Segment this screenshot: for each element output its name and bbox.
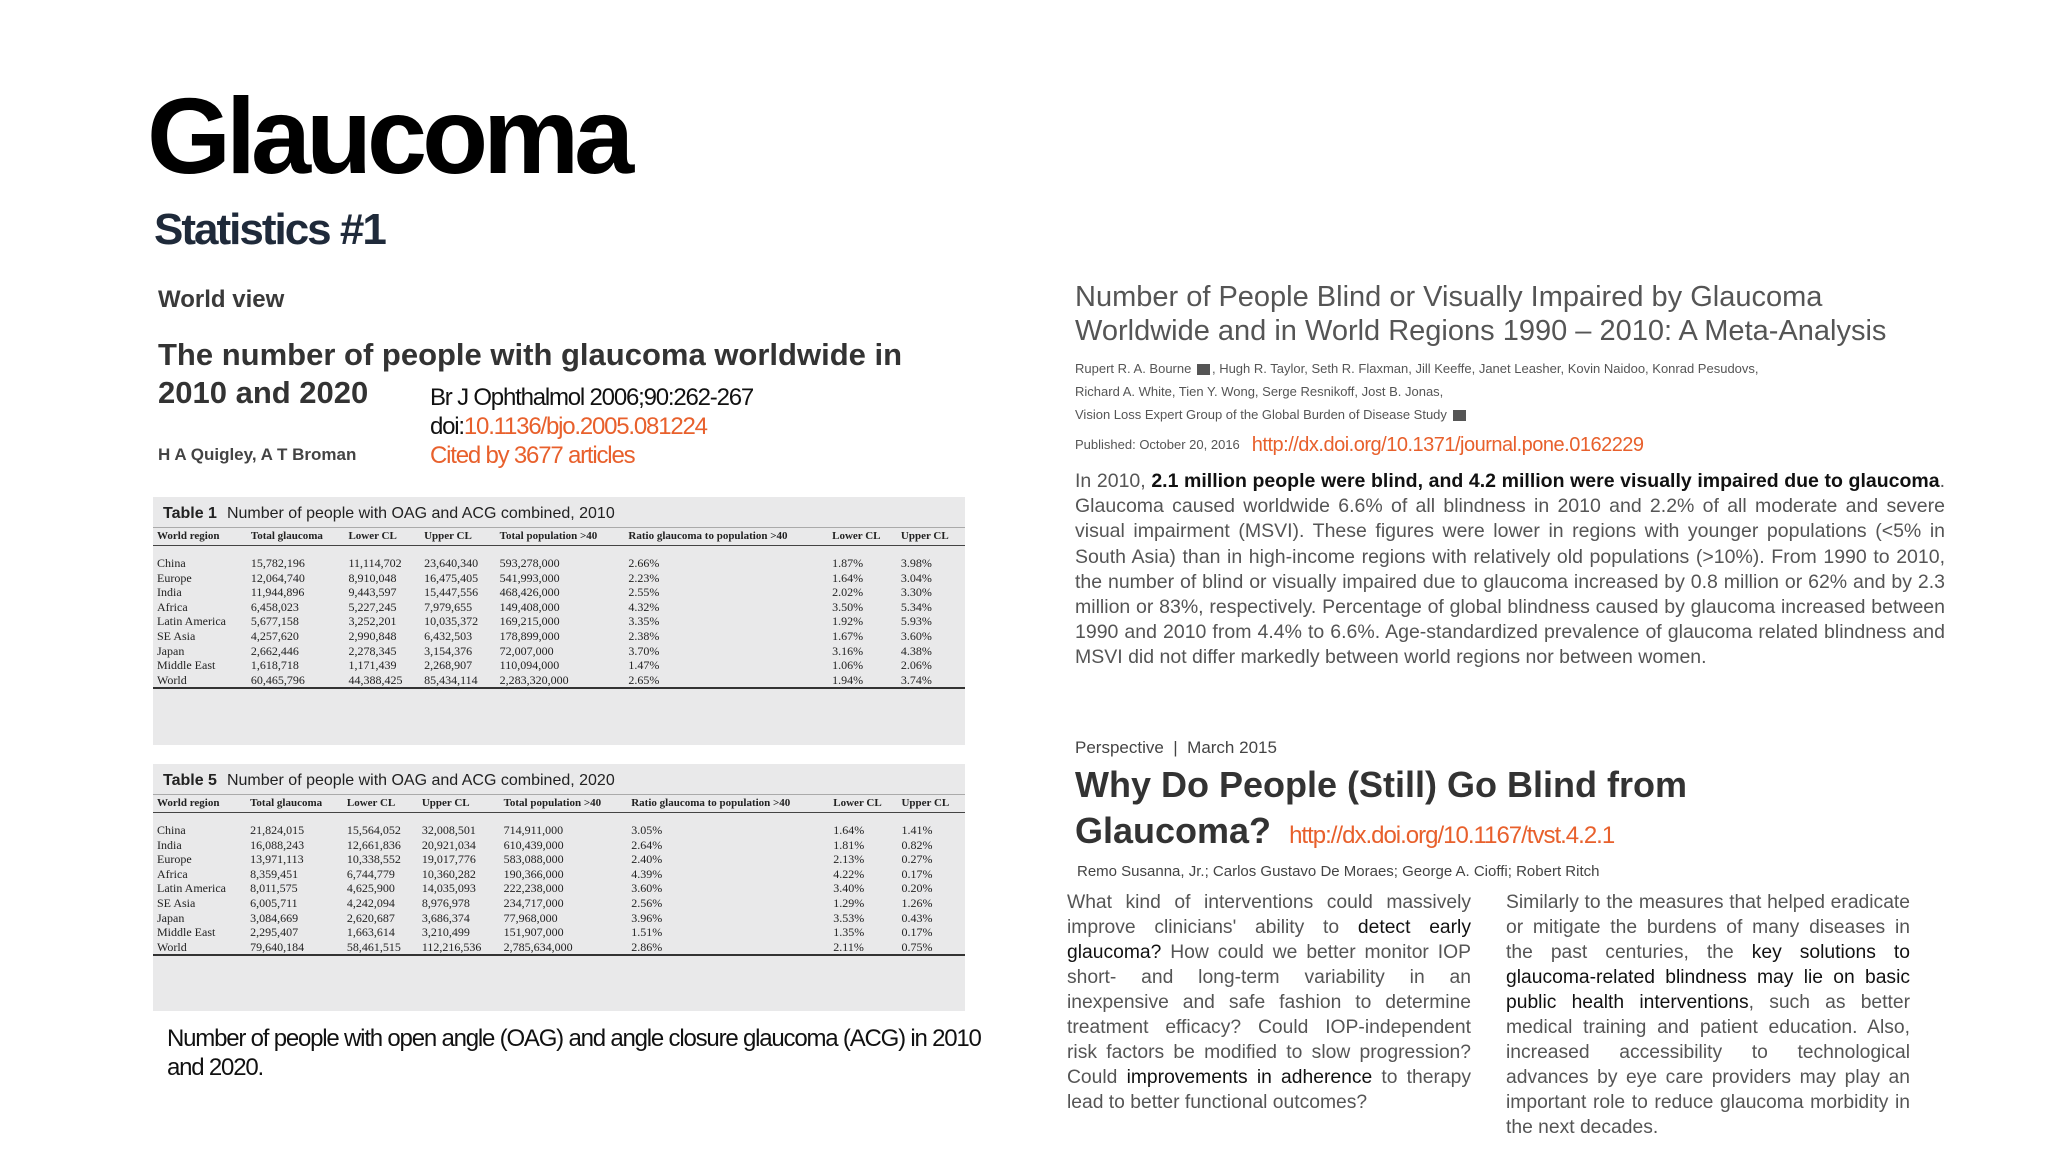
column-header: Lower CL	[343, 795, 418, 813]
column-header: Upper CL	[897, 795, 965, 813]
table-cell: 9,443,597	[348, 585, 397, 600]
table-row	[153, 546, 965, 571]
table-cell: 16,475,405	[424, 570, 479, 585]
title-line-1: Why Do People (Still) Go Blind from	[1075, 764, 1687, 805]
table-cell: 2.40%	[631, 852, 663, 867]
column-header: Upper CL	[418, 795, 500, 813]
table-cell: 1.29%	[833, 895, 865, 910]
column-header: World region	[153, 795, 246, 813]
table-cell: 77,968,000	[503, 910, 558, 925]
text-run: Similarly to the measures that helped eradicate or mitigate the burdens of many diseases in the past centuries, the	[1506, 892, 1910, 963]
table-cell: 0.82%	[901, 837, 933, 852]
article-authors: H A Quigley, A T Broman	[158, 445, 357, 464]
table-cell: 2.23%	[628, 570, 660, 585]
text-highlight: key solutions to glaucoma-related blindness may lie on basic public health interventions	[1506, 942, 1910, 1013]
table-cell: SE Asia	[157, 895, 196, 910]
column-header: Upper CL	[897, 528, 965, 546]
table-cell: 2,268,907	[424, 658, 473, 673]
table-cell: 2.13%	[833, 852, 865, 867]
table-cell: 149,408,000	[499, 599, 560, 614]
column-header: Total glaucoma	[247, 528, 345, 546]
info-icon	[1453, 410, 1466, 421]
table-cell: 151,907,000	[503, 925, 564, 940]
table-cell: 6,458,023	[250, 599, 299, 614]
citation-block	[430, 383, 753, 470]
table-cell: 1.06%	[832, 658, 864, 673]
table-row	[153, 600, 965, 615]
table-row	[153, 614, 965, 629]
table-cell: 19,017,776	[421, 852, 476, 867]
table-row	[153, 673, 965, 689]
table-2010	[153, 497, 965, 745]
table-cell: 0.43%	[901, 910, 933, 925]
table-cell: 2,620,687	[346, 910, 395, 925]
table-cell: China	[157, 556, 186, 570]
text-run: What kind of interventions could massively improve clinicians' ability to	[1067, 892, 1471, 938]
table-cell: 2.64%	[631, 837, 663, 852]
table-cell: 11,114,702	[348, 556, 402, 570]
table-row	[153, 813, 965, 838]
table-cell: Middle East	[157, 658, 216, 673]
column-header: World region	[153, 528, 247, 546]
table-cell: Africa	[157, 866, 188, 881]
table-cell: 3.70%	[628, 643, 660, 658]
table-cell: Europe	[157, 570, 192, 585]
table-cell: 0.17%	[901, 925, 933, 940]
text-run: How could we better monitor IOP short- and long-term variability in an inexpensive and safe fashion to determine treatment efficacy? Could IOP-independent risk factors be modified to slow progression? Could	[1067, 942, 1471, 1088]
table-cell: 20,921,034	[421, 837, 476, 852]
table-cell: Latin America	[157, 881, 226, 896]
table-label: Table 5	[163, 772, 217, 789]
table-cell: Europe	[157, 852, 192, 867]
table-cell: 3.16%	[832, 643, 864, 658]
table-cell: 1.64%	[833, 823, 865, 837]
perspective-line	[1075, 738, 1975, 758]
table-cell: 190,366,000	[503, 866, 564, 881]
table-cell: 2.86%	[627, 940, 829, 956]
column-header: Total population >40	[500, 795, 628, 813]
table-cell: 2.02%	[832, 585, 864, 600]
text-highlight: improvements in adherence	[1126, 1067, 1373, 1088]
plos-abstract	[1075, 469, 1945, 671]
table-cell: World	[153, 940, 246, 956]
table-cell: 0.75%	[897, 940, 965, 956]
table-cell: 3.60%	[900, 628, 932, 643]
column-header: Lower CL	[829, 795, 897, 813]
plos-article	[1075, 280, 1945, 671]
table-cell: 3.40%	[833, 881, 865, 896]
table-cell: 1.87%	[832, 556, 864, 570]
plos-doi-link[interactable]: http://dx.doi.org/10.1371/journal.pone.0162229	[1251, 434, 1644, 456]
table-row	[153, 585, 965, 600]
section-label: Perspective	[1075, 738, 1164, 757]
tvst-authors: Remo Susanna, Jr.; Carlos Gustavo De Moraes; George A. Cioffi; Robert Ritch	[1077, 863, 1600, 880]
table-cell: 234,717,000	[503, 895, 564, 910]
table-cell: 1.35%	[833, 925, 865, 940]
table-cell: 8,910,048	[348, 570, 397, 585]
table-cell: 4,242,094	[346, 895, 395, 910]
table-cell: 4.39%	[631, 866, 663, 881]
table-cell: 2.38%	[628, 628, 660, 643]
table-cell: 10,338,552	[346, 852, 401, 867]
table-cell: 178,899,000	[499, 628, 560, 643]
table-cell: 3,084,669	[250, 910, 299, 925]
tvst-title	[1075, 762, 1975, 859]
text-highlight: detect early glaucoma?	[1067, 917, 1471, 963]
table-cell: Africa	[157, 599, 188, 614]
table-cell: 85,434,114	[420, 673, 496, 689]
doi-prefix: doi:	[430, 413, 464, 440]
table-row	[153, 658, 965, 673]
table-cell: 6,005,711	[250, 895, 298, 910]
table-cell: 1.41%	[901, 823, 933, 837]
table-row	[153, 940, 965, 956]
table-cell: 3.60%	[631, 881, 663, 896]
table-cell: 1,171,439	[348, 658, 397, 673]
table-row	[153, 881, 965, 896]
table-row	[153, 896, 965, 911]
table-cell: 1.64%	[832, 570, 864, 585]
table-cell: 4.22%	[833, 866, 865, 881]
table-header-row	[153, 795, 965, 813]
table-cell: 16,088,243	[250, 837, 305, 852]
table-cell: 583,088,000	[503, 852, 564, 867]
table-cell: 1.26%	[901, 895, 933, 910]
column-header: Total population >40	[496, 528, 625, 546]
table-cell: 12,661,836	[346, 837, 401, 852]
table-cell: 3.05%	[631, 823, 663, 837]
table-row	[153, 838, 965, 853]
table-cell: Japan	[157, 643, 185, 658]
column-header: Upper CL	[420, 528, 496, 546]
slide-subtitle: Statistics #1	[154, 205, 385, 254]
table-row	[153, 911, 965, 926]
table-2020	[153, 764, 965, 1011]
table-cell: SE Asia	[157, 628, 196, 643]
authors-line-1	[1075, 357, 1945, 380]
table-cell: 110,094,000	[499, 658, 560, 673]
table-cell: 0.17%	[901, 866, 933, 881]
title-line-2: Glaucoma?	[1075, 810, 1272, 851]
table-cell: 8,011,575	[250, 881, 298, 896]
table-cell: 1,663,614	[346, 925, 395, 940]
table-cell: 10,035,372	[424, 614, 479, 629]
table-header-row	[153, 528, 965, 546]
table-cell: 1.67%	[832, 628, 864, 643]
table-cell: 7,979,655	[424, 599, 473, 614]
column-header: Ratio glaucoma to population >40	[624, 528, 828, 546]
table-cell: 3.96%	[631, 910, 663, 925]
authors-line-3	[1075, 403, 1945, 426]
table-cell: 714,911,000	[503, 823, 564, 837]
table-cell: 2.55%	[628, 585, 660, 600]
text-column-left	[1067, 890, 1471, 1115]
column-header: Lower CL	[828, 528, 897, 546]
table-cell: 79,640,184	[246, 940, 343, 956]
abstract-intro: In 2010,	[1075, 470, 1146, 492]
citation-journal: Br J Ophthalmol 2006;90:262-267	[430, 384, 754, 411]
table-cell: China	[157, 823, 186, 837]
tvst-doi-link[interactable]: http://dx.doi.org/10.1167/tvst.4.2.1	[1289, 822, 1615, 849]
text-column-right	[1506, 890, 1910, 1140]
table-caption	[153, 497, 965, 528]
table-cell: 2,283,320,000	[496, 673, 625, 689]
email-icon	[1197, 364, 1210, 375]
table-cell: 12,064,740	[250, 570, 305, 585]
table-cell: 4.32%	[628, 599, 660, 614]
table-cell: 610,439,000	[503, 837, 564, 852]
table-cell: 44,388,425	[344, 673, 420, 689]
table-cell: 4.38%	[900, 643, 932, 658]
data-table	[153, 528, 965, 689]
table-row	[153, 925, 965, 940]
plos-title: Number of People Blind or Visually Impaired by Glaucoma Worldwide and in World Regions 1990 – 2010: A Meta-Analysis	[1075, 281, 1887, 347]
section-label: World view	[158, 286, 285, 313]
table-cell: 2.66%	[628, 556, 660, 570]
table-cell: 13,971,113	[250, 852, 304, 867]
slide-title: Glaucoma	[147, 75, 630, 196]
published-date: Published: October 20, 2016	[1075, 437, 1240, 452]
table-cell: 3.74%	[897, 673, 965, 689]
table-cell: 2,278,345	[348, 643, 397, 658]
table-cell: 3,154,376	[424, 643, 473, 658]
table-cell: 541,993,000	[499, 570, 560, 585]
table-cell: 1,618,718	[250, 658, 299, 673]
table-cell: 3,210,499	[421, 925, 470, 940]
table-cell: 15,564,052	[346, 823, 401, 837]
table-cell: 3.30%	[900, 585, 932, 600]
table-cell: 15,782,196	[250, 556, 305, 570]
table-cell: 14,035,093	[421, 881, 476, 896]
author-lead: Rupert R. A. Bourne	[1075, 361, 1192, 376]
table-cell: 5,677,158	[250, 614, 299, 629]
table-row	[153, 644, 965, 659]
table-caption-text: Number of people with OAG and ACG combined, 2010	[226, 505, 615, 522]
table-cell: 2.65%	[624, 673, 828, 689]
table-cell: 3.50%	[832, 599, 864, 614]
table-cell: 2,662,446	[250, 643, 299, 658]
table-cell: 3.04%	[900, 570, 932, 585]
table-cell: India	[157, 837, 182, 852]
table-cell: 3.35%	[628, 614, 660, 629]
table-cell: 8,359,451	[250, 866, 299, 881]
article-title: The number of people with glaucoma worldwide in 2010 and 2020	[158, 337, 903, 410]
authors-rest: , Hugh R. Taylor, Seth R. Flaxman, Jill Keeffe, Janet Leasher, Kovin Naidoo, Konrad Pesudovs,	[1211, 361, 1759, 376]
table-cell: 1.51%	[631, 925, 663, 940]
table-row	[153, 852, 965, 867]
table-cell: 1.81%	[833, 837, 865, 852]
title-line-2-row	[1075, 808, 1975, 859]
group-author: Vision Loss Expert Group of the Global Burden of Disease Study	[1075, 407, 1447, 422]
table-cell: 4,257,620	[250, 628, 299, 643]
table-cell: 1.92%	[832, 614, 864, 629]
table-cell: 32,008,501	[421, 823, 476, 837]
table-caption	[153, 764, 965, 795]
table-row	[153, 571, 965, 586]
table-cell: 5.93%	[900, 614, 932, 629]
table-cell: 169,215,000	[499, 614, 560, 629]
table-cell: Latin America	[157, 614, 226, 629]
table-cell: 3,686,374	[421, 910, 470, 925]
table-cell: World	[153, 673, 247, 689]
table-cell: 5.34%	[900, 599, 932, 614]
table-cell: 58,461,515	[343, 940, 418, 956]
table-cell: Japan	[157, 910, 185, 925]
table-cell: 2.06%	[900, 658, 932, 673]
table-cell: 2,295,407	[250, 925, 299, 940]
text-run: to therapy lead to better functional outcomes?	[1067, 1067, 1471, 1113]
text-run: , such as better medical training and patient education. Also, increased accessibility to technological advances by eye care providers may play an important role to reduce glaucoma morbidity in the next decades.	[1506, 992, 1910, 1138]
column-header: Total glaucoma	[246, 795, 343, 813]
table-row	[153, 629, 965, 644]
abstract-body: . Glaucoma caused worldwide 6.6% of all blindness in 2010 and 2.2% of all moderate and severe visual impairment (MSVI). These figures were lower in regions with younger populations (<5% in South Asia) than in high-income regions with relatively old populations (>10%). From 1990 to 2010, the number of blind or visually impaired due to glaucoma increased by 0.8 million or 62% and by 2.3 million or 83%, respectively. Percentage of global blindness caused by glaucoma increased between 1990 and 2010 from 4.4% to 6.6%. Age-standardized prevalence of glaucoma related blindness and MSVI did not differ markedly between world regions nor between women.	[1075, 470, 1945, 669]
table-cell: 2,990,848	[348, 628, 397, 643]
table-cell: 1.94%	[828, 673, 897, 689]
abstract-highlight: 2.1 million people were blind, and 4.2 million were visually impaired due to glaucoma	[1151, 470, 1940, 492]
table-cell: 23,640,340	[424, 556, 479, 570]
table-cell: India	[157, 585, 182, 600]
table-cell: 593,278,000	[499, 556, 560, 570]
column-header: Ratio glaucoma to population >40	[627, 795, 829, 813]
table-cell: 222,238,000	[503, 881, 564, 896]
table-cell: 468,426,000	[499, 585, 560, 600]
authors-line-2: Richard A. White, Tien Y. Wong, Serge Resnikoff, Jost B. Jonas,	[1075, 384, 1444, 399]
doi-link[interactable]: 10.1136/bjo.2005.081224	[463, 413, 707, 440]
table-cell: 60,465,796	[247, 673, 345, 689]
table-body	[153, 546, 965, 689]
table-cell: 21,824,015	[250, 823, 305, 837]
citation-doi	[430, 412, 753, 441]
table-cell: 112,216,536	[418, 940, 500, 956]
cited-by-link[interactable]: Cited by 3677 articles	[430, 442, 635, 469]
table-caption-text: Number of people with OAG and ACG combined, 2020	[226, 772, 615, 789]
table-cell: 1.47%	[628, 658, 660, 673]
table-cell: 11,944,896	[250, 585, 305, 600]
table-cell: 6,744,779	[346, 866, 395, 881]
table-cell: 3.98%	[900, 556, 932, 570]
table-cell: 2.56%	[631, 895, 663, 910]
table-row	[153, 867, 965, 882]
table-cell: 2,785,634,000	[500, 940, 628, 956]
table-cell: 2.11%	[829, 940, 897, 956]
tvst-article	[1067, 738, 1975, 1138]
table-cell: 3.53%	[833, 910, 865, 925]
table-cell: 72,007,000	[499, 643, 554, 658]
column-header: Lower CL	[344, 528, 420, 546]
table-cell: 5,227,245	[348, 599, 397, 614]
table-cell: Middle East	[157, 925, 216, 940]
table-cell: 10,360,282	[421, 866, 476, 881]
table-label: Table 1	[163, 505, 217, 522]
issue-date: March 2015	[1187, 738, 1277, 757]
figure-caption: Number of people with open angle (OAG) and angle closure glaucoma (ACG) in 2010 and 2020.	[167, 1025, 981, 1081]
data-table	[153, 795, 965, 956]
published-line	[1075, 434, 1945, 457]
table-cell: 0.20%	[901, 881, 933, 896]
separator: |	[1173, 738, 1178, 757]
table-cell: 3,252,201	[348, 614, 397, 629]
table-body	[153, 813, 965, 956]
table-cell: 4,625,900	[346, 881, 395, 896]
plos-authors	[1075, 357, 1945, 426]
table-cell: 15,447,556	[424, 585, 479, 600]
table-cell: 6,432,503	[424, 628, 473, 643]
table-cell: 0.27%	[901, 852, 933, 867]
table-cell: 8,976,978	[421, 895, 470, 910]
